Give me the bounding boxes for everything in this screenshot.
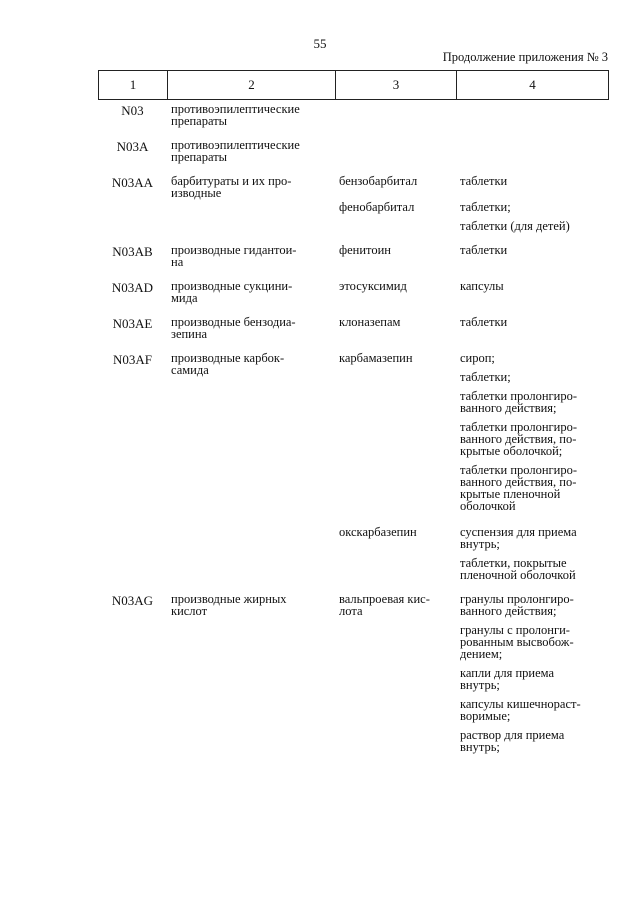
group-name bbox=[167, 244, 335, 268]
dosage-form-line: таблетки (для детей) bbox=[460, 219, 570, 233]
atc-code: N03AD bbox=[111, 280, 154, 295]
group-name bbox=[167, 593, 335, 617]
group-name-line: производные карбок- bbox=[171, 351, 285, 365]
drug-name-line: окскарбазепин bbox=[339, 525, 417, 539]
table-row bbox=[98, 103, 609, 127]
drug-name bbox=[335, 244, 456, 256]
dosage-form-line: внутрь; bbox=[460, 740, 500, 754]
table-row bbox=[98, 244, 609, 268]
drug-name bbox=[335, 175, 456, 187]
table-row bbox=[98, 139, 609, 163]
drug-entry bbox=[335, 244, 607, 256]
dosage-form-line: сироп; bbox=[460, 351, 495, 365]
dosage-forms bbox=[456, 244, 607, 256]
dosage-forms bbox=[456, 352, 607, 512]
dosage-form-line: капсулы bbox=[460, 279, 504, 293]
dosage-form-line: рованным высвобож- bbox=[460, 635, 574, 649]
dosage-form-line: крытые оболочкой; bbox=[460, 444, 563, 458]
drug-entry bbox=[335, 175, 607, 187]
group-name-line: мида bbox=[171, 291, 198, 305]
dosage-form bbox=[460, 464, 607, 512]
dosage-form-line: воримые; bbox=[460, 709, 511, 723]
group-name-line: производные сукцини- bbox=[171, 279, 293, 293]
drug-name-line: этосуксимид bbox=[339, 279, 407, 293]
dosage-form bbox=[460, 698, 607, 722]
table-row bbox=[98, 316, 609, 340]
drug-list bbox=[335, 244, 607, 256]
dosage-form bbox=[460, 526, 607, 550]
table-row bbox=[98, 175, 609, 232]
dosage-form-line: таблетки; bbox=[460, 370, 511, 384]
drug-list bbox=[335, 280, 607, 292]
table-row bbox=[98, 593, 609, 753]
dosage-form-line: крытые пленочной bbox=[460, 487, 561, 501]
atc-code: N03A bbox=[116, 139, 149, 154]
group-name bbox=[167, 280, 335, 304]
dosage-forms bbox=[456, 280, 607, 292]
dosage-form bbox=[460, 729, 607, 753]
dosage-form bbox=[460, 624, 607, 660]
table-row bbox=[98, 352, 609, 581]
drug-list bbox=[335, 593, 607, 753]
drug-name-line: бензобарбитал bbox=[339, 174, 418, 188]
group-name bbox=[167, 316, 335, 340]
group-name-line: зепина bbox=[171, 327, 208, 341]
header-cell-3: 3 bbox=[336, 71, 457, 99]
group-name-line: самида bbox=[171, 363, 209, 377]
drug-name bbox=[335, 316, 456, 328]
drug-list bbox=[335, 175, 607, 232]
dosage-form bbox=[460, 280, 607, 292]
drug-name-line: карбамазепин bbox=[339, 351, 413, 365]
dosage-form-line: пленочной оболочкой bbox=[460, 568, 576, 582]
dosage-form-line: таблетки; bbox=[460, 200, 511, 214]
group-name bbox=[167, 139, 335, 163]
atc-code: N03AA bbox=[111, 175, 154, 190]
group-name bbox=[167, 352, 335, 376]
dosage-form bbox=[460, 593, 607, 617]
group-name bbox=[167, 103, 335, 127]
dosage-form bbox=[460, 220, 607, 232]
table-header-row bbox=[98, 70, 609, 100]
drug-name-line: фенобарбитал bbox=[339, 200, 415, 214]
dosage-form-line: внутрь; bbox=[460, 537, 500, 551]
dosage-form-line: ванного действия; bbox=[460, 604, 557, 618]
dosage-form-line: дением; bbox=[460, 647, 503, 661]
dosage-forms bbox=[456, 593, 607, 753]
drug-name-line: лота bbox=[339, 604, 363, 618]
dosage-form-line: таблетки пролонгиро- bbox=[460, 463, 578, 477]
drug-entry bbox=[335, 526, 607, 581]
drug-entry bbox=[335, 352, 607, 512]
atc-code: N03AB bbox=[112, 244, 153, 259]
dosage-form-line: таблетки пролонгиро- bbox=[460, 420, 578, 434]
dosage-form-line: гранулы пролонгиро- bbox=[460, 592, 574, 606]
dosage-forms bbox=[456, 316, 607, 328]
group-name-line: изводные bbox=[171, 186, 222, 200]
drug-name bbox=[335, 593, 456, 617]
dosage-form bbox=[460, 316, 607, 328]
dosage-form-line: ванного действия, по- bbox=[460, 432, 577, 446]
dosage-form-line: внутрь; bbox=[460, 678, 500, 692]
group-name-line: препараты bbox=[171, 114, 228, 128]
group-name-line: противоэпилептические bbox=[171, 138, 300, 152]
header-cell-2: 2 bbox=[168, 71, 336, 99]
drug-entry bbox=[335, 201, 607, 232]
table-body bbox=[98, 103, 609, 765]
dosage-form-line: таблетки bbox=[460, 243, 508, 257]
group-name-line: противоэпилептические bbox=[171, 102, 300, 116]
continuation-caption: Продолжение приложения № 3 bbox=[442, 50, 608, 64]
dosage-form bbox=[460, 667, 607, 691]
dosage-form bbox=[460, 244, 607, 256]
atc-code: N03AF bbox=[112, 352, 152, 367]
drug-list bbox=[335, 316, 607, 328]
drug-name bbox=[335, 201, 456, 213]
dosage-forms bbox=[456, 175, 607, 187]
group-name bbox=[167, 175, 335, 199]
drug-list bbox=[335, 352, 607, 581]
dosage-form-line: таблетки bbox=[460, 315, 508, 329]
drug-name-line: клоназепам bbox=[339, 315, 401, 329]
drug-name bbox=[335, 352, 456, 364]
dosage-forms bbox=[456, 201, 607, 232]
dosage-form bbox=[460, 557, 607, 581]
dosage-form-line: капли для приема bbox=[460, 666, 555, 680]
drug-name bbox=[335, 526, 456, 538]
atc-code: N03AE bbox=[112, 316, 153, 331]
dosage-form-line: таблетки, покрытые bbox=[460, 556, 567, 570]
dosage-form-line: ванного действия, по- bbox=[460, 475, 577, 489]
dosage-form-line: таблетки bbox=[460, 174, 508, 188]
dosage-form bbox=[460, 390, 607, 414]
drug-name-line: фенитоин bbox=[339, 243, 391, 257]
drug-entry bbox=[335, 316, 607, 328]
group-name-line: на bbox=[171, 255, 184, 269]
atc-code: N03 bbox=[121, 103, 144, 118]
dosage-form-line: таблетки пролонгиро- bbox=[460, 389, 578, 403]
header-cell-1: 1 bbox=[99, 71, 168, 99]
table-row bbox=[98, 280, 609, 304]
page-number: 55 bbox=[313, 36, 327, 51]
group-name-line: производные жирных bbox=[171, 592, 287, 606]
group-name-line: производные гидантои- bbox=[171, 243, 297, 257]
dosage-form-line: ванного действия; bbox=[460, 401, 557, 415]
group-name-line: кислот bbox=[171, 604, 208, 618]
dosage-forms bbox=[456, 526, 607, 581]
dosage-form-line: оболочкой bbox=[460, 499, 516, 513]
dosage-form-line: суспензия для приема bbox=[460, 525, 577, 539]
atc-code: N03AG bbox=[111, 593, 154, 608]
dosage-form-line: гранулы с пролонги- bbox=[460, 623, 570, 637]
dosage-form bbox=[460, 175, 607, 187]
drug-name bbox=[335, 280, 456, 292]
dosage-form bbox=[460, 421, 607, 457]
group-name-line: барбитураты и их про- bbox=[171, 174, 292, 188]
drug-entry bbox=[335, 280, 607, 292]
dosage-form-line: капсулы кишечнораст- bbox=[460, 697, 581, 711]
dosage-form bbox=[460, 352, 607, 364]
dosage-form bbox=[460, 201, 607, 213]
header-cell-4: 4 bbox=[529, 77, 536, 92]
dosage-form-line: раствор для приема bbox=[460, 728, 565, 742]
dosage-form bbox=[460, 371, 607, 383]
drug-entry bbox=[335, 593, 607, 753]
drug-name-line: вальпроевая кис- bbox=[339, 592, 430, 606]
group-name-line: препараты bbox=[171, 150, 228, 164]
group-name-line: производные бензодиа- bbox=[171, 315, 296, 329]
